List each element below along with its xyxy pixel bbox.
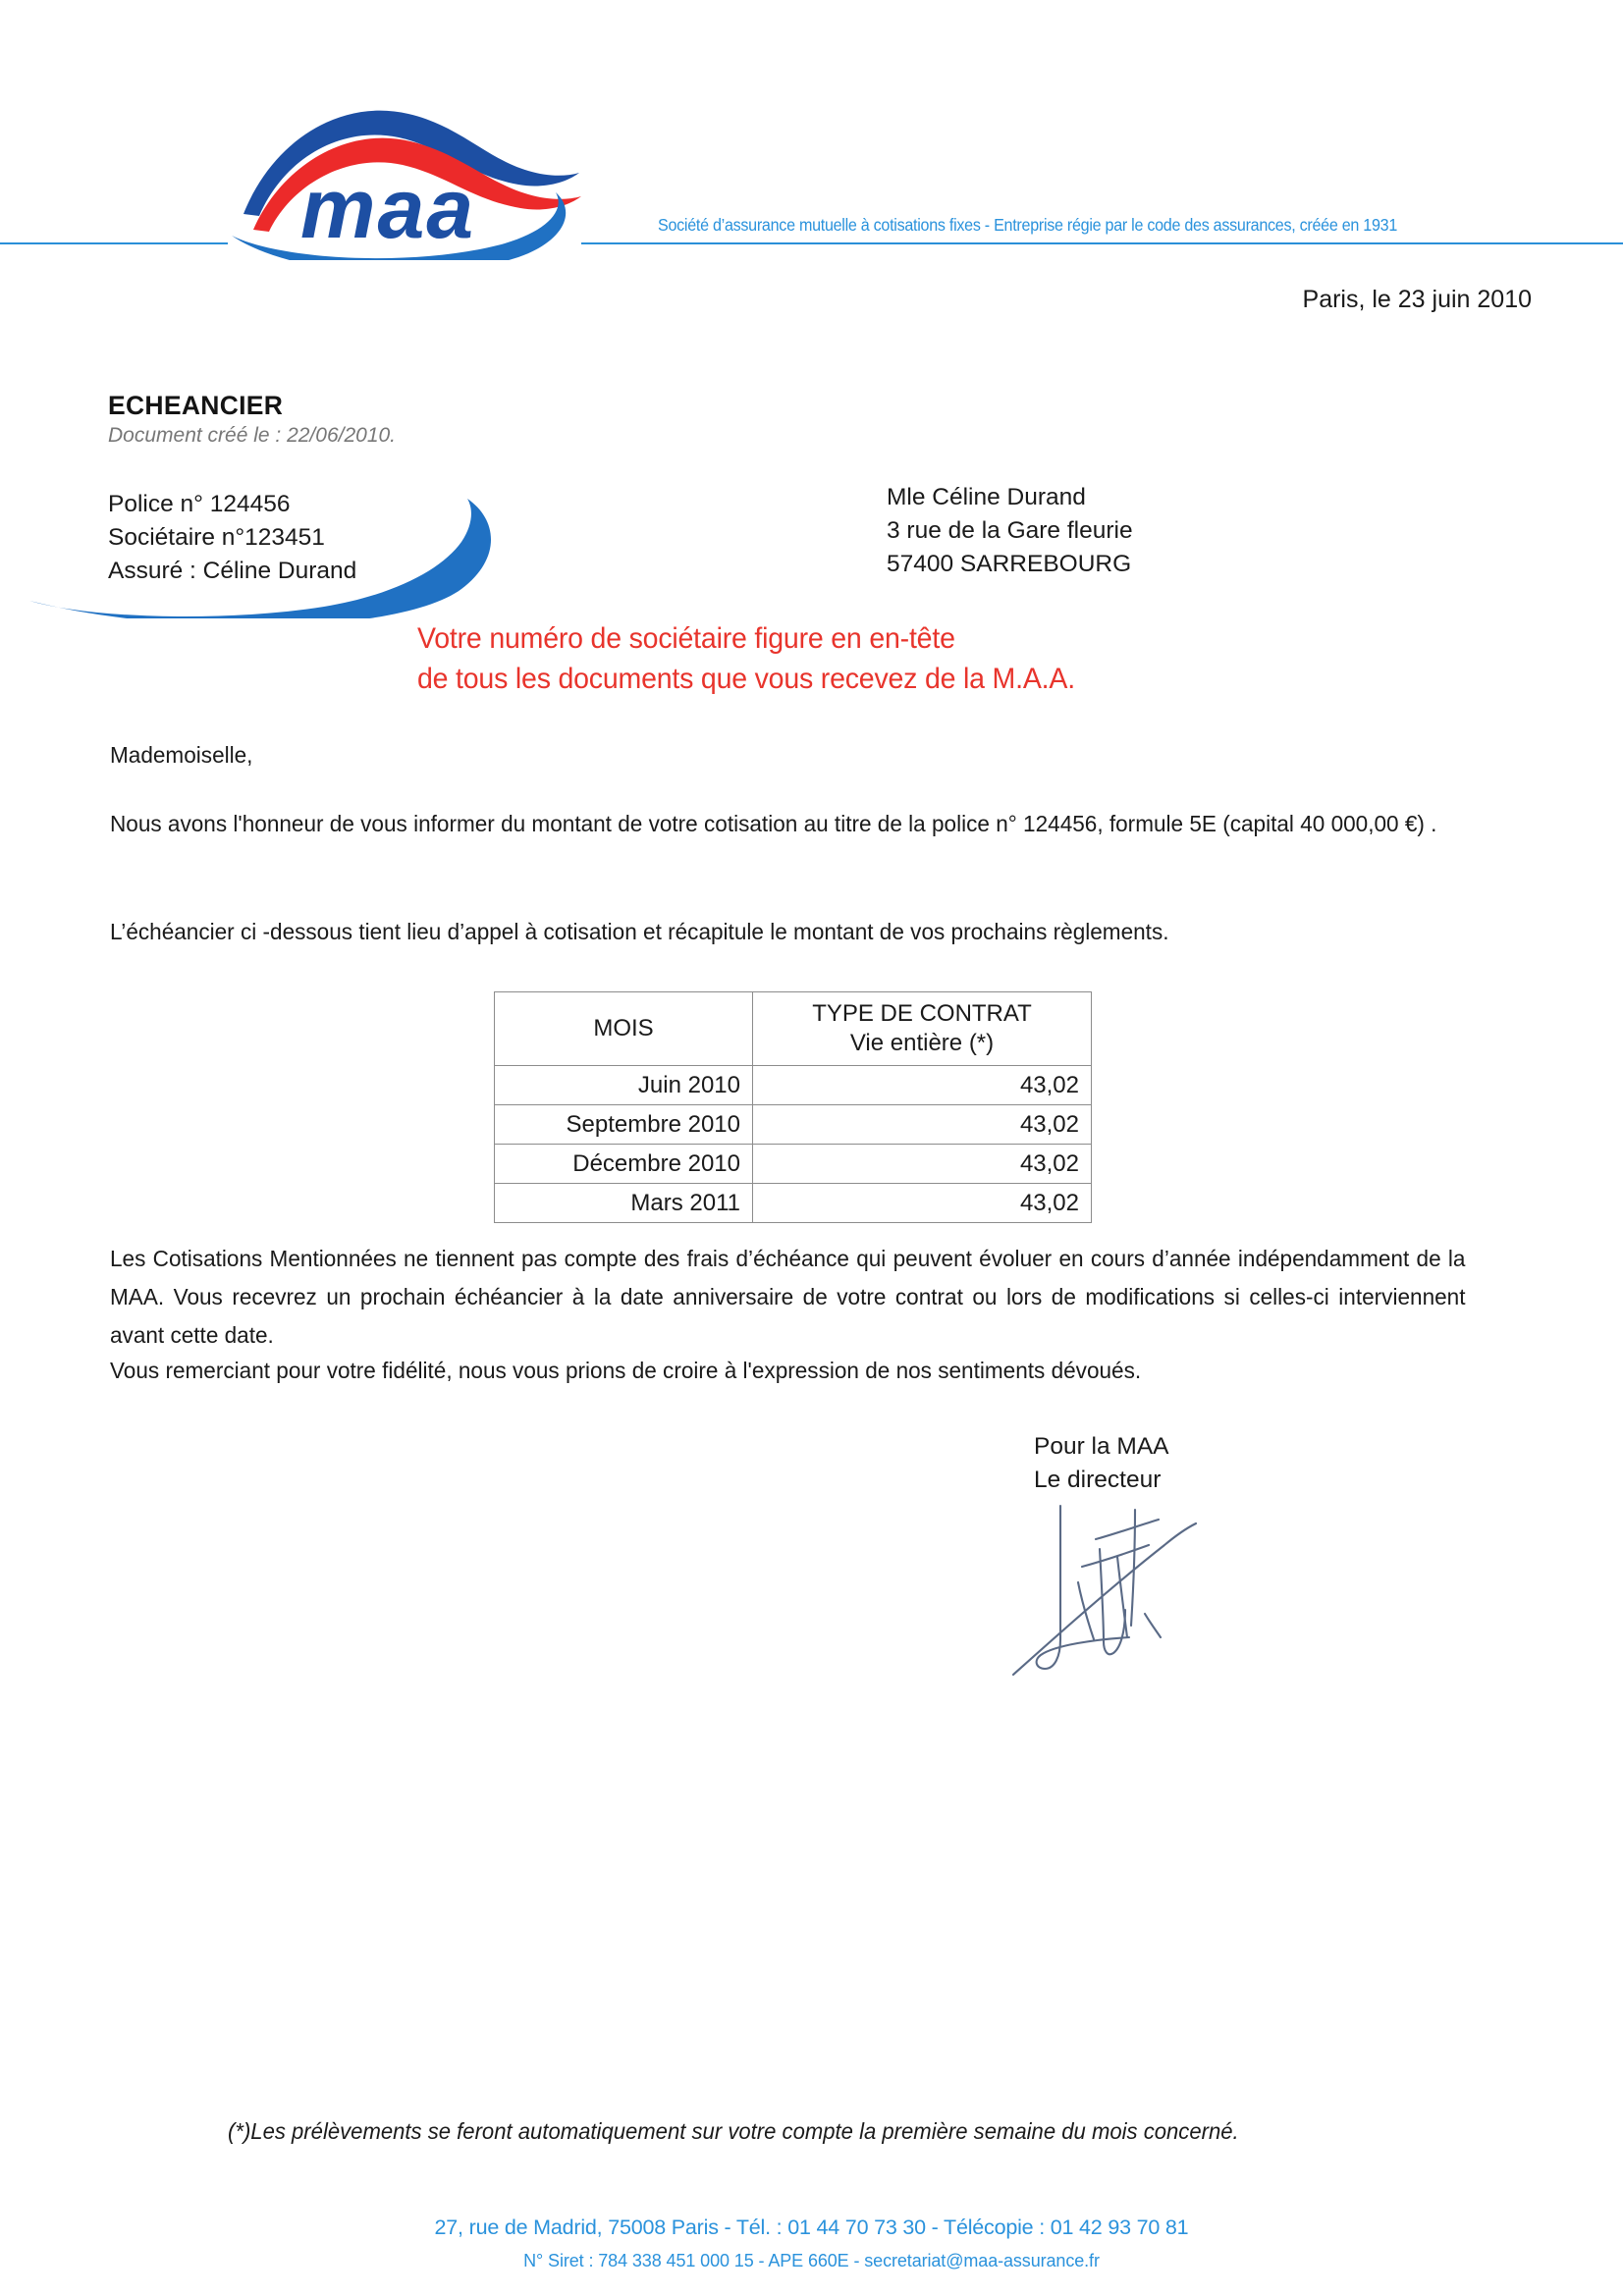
handwritten-signature — [1001, 1492, 1257, 1679]
salutation: Mademoiselle, — [110, 742, 253, 768]
document-header — [0, 0, 1623, 265]
footer-address-line: 27, rue de Madrid, 75008 Paris - Tél. : 01 44 70 73 30 - Télécopie : 01 42 93 70 81 — [434, 2216, 1189, 2239]
member-number: Sociétaire n°123451 — [108, 524, 325, 551]
notice-line-1: Votre numéro de sociétaire figure en en-tête — [417, 622, 955, 655]
table-row — [495, 1145, 1092, 1184]
footer-legal-line: N° Siret : 784 338 451 000 15 - APE 660E - secretariat@maa-assurance.fr — [523, 2251, 1100, 2270]
table-row — [495, 1105, 1092, 1145]
header-rule-right — [581, 242, 1623, 244]
table-row — [495, 1066, 1092, 1105]
cell-month: Mars 2011 — [495, 1184, 753, 1223]
addressee-name: Mle Céline Durand — [887, 484, 1086, 510]
document-created-date: Document créé le : 22/06/2010. — [108, 424, 397, 447]
addressee-city: 57400 SARREBOURG — [887, 551, 1132, 577]
column-header-mois: MOIS — [495, 992, 753, 1066]
logo-wordmark: maa — [300, 162, 476, 256]
header-rule-left — [0, 242, 228, 244]
table-header-row — [495, 992, 1092, 1066]
paragraph-echeancier-intro: L’échéancier ci -dessous tient lieu d’appel à cotisation et récapitule le montant de vos prochains règlements. — [110, 919, 1169, 944]
cell-amount: 43,02 — [753, 1066, 1092, 1105]
column-header-type-line2: Vie entière (*) — [849, 1030, 995, 1056]
paragraph-disclaimer: Les Cotisations Mentionnées ne tiennent pas compte des frais d’échéance qui peuvent évoluer en cours d’année indépendamment de la MAA. Vous recevrez un prochain échéancier à la date anniversaire de votre contrat ou lors de modifications si celles-ci interviennent avant cette date. — [110, 1246, 1466, 1348]
paragraph-closing: Vous remerciant pour votre fidélité, nous vous prions de croire à l'expression de nos sentiments dévoués. — [110, 1358, 1142, 1383]
page-title: ECHEANCIER — [108, 391, 284, 420]
signature-role: Le directeur — [1034, 1467, 1162, 1493]
cell-month: Juin 2010 — [495, 1066, 753, 1105]
notice-line-2: de tous les documents que vous recevez de la M.A.A. — [417, 663, 1075, 695]
column-header-type-line1: TYPE DE CONTRAT — [812, 1000, 1032, 1027]
column-header-type-contrat — [753, 992, 1092, 1066]
table-row — [495, 1184, 1092, 1223]
addressee-block — [887, 481, 1133, 581]
policy-number: Police n° 124456 — [108, 491, 291, 517]
cell-month: Décembre 2010 — [495, 1145, 753, 1184]
paragraph-cotisation: Nous avons l'honneur de vous informer du montant de votre cotisation au titre de la police n° 124456, formule 5E (capital 40 000,00 €) . — [110, 811, 1437, 836]
maa-logo — [224, 88, 585, 260]
cell-amount: 43,02 — [753, 1145, 1092, 1184]
cell-month: Septembre 2010 — [495, 1105, 753, 1145]
date-line: Paris, le 23 juin 2010 — [1302, 286, 1532, 313]
payment-schedule-table — [494, 991, 1092, 1223]
policy-info-block — [108, 488, 356, 588]
addressee-street: 3 rue de la Gare fleurie — [887, 517, 1133, 544]
signature-company: Pour la MAA — [1034, 1433, 1169, 1460]
member-number-notice — [417, 618, 1075, 699]
document-footer — [0, 2211, 1623, 2277]
header-tagline: Société d’assurance mutuelle à cotisations fixes - Entreprise régie par le code des assurances, créée en 1931 — [658, 215, 1398, 235]
footnote-prelevements: (*)Les prélèvements se feront automatiquement sur votre compte la première semaine du mois concerné. — [228, 2118, 1239, 2144]
insured-name: Assuré : Céline Durand — [108, 558, 357, 584]
cell-amount: 43,02 — [753, 1184, 1092, 1223]
cell-amount: 43,02 — [753, 1105, 1092, 1145]
signature-block — [1034, 1430, 1169, 1497]
table-body — [495, 1066, 1092, 1223]
